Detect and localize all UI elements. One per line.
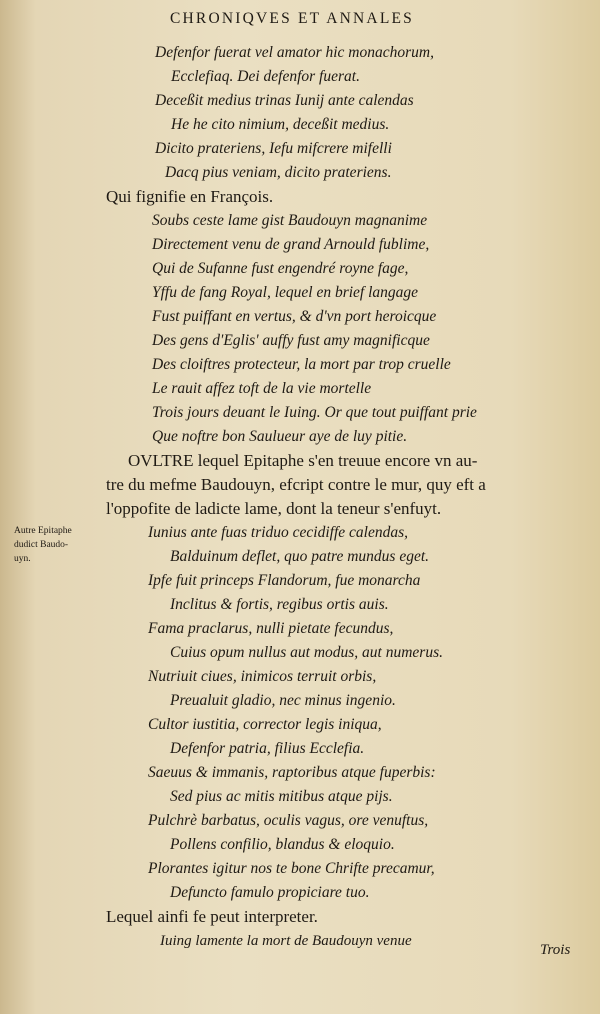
verse-line: Saeuus & immanis, raptoribus atque fuperbis: bbox=[148, 764, 436, 781]
verse-line: Directement venu de grand Arnould fublime, bbox=[152, 236, 430, 253]
verse-line: Pulchrè barbatus, oculis vagus, ore venuftus, bbox=[148, 812, 429, 829]
prose-line: OVLTRE lequel Epitaphe s'en treuue encore vn au- bbox=[128, 451, 478, 470]
verse-line: Plorantes igitur nos te bone Chrifte precamur, bbox=[148, 860, 435, 877]
verse-line: Des gens d'Eglis' auffy fust amy magnificque bbox=[152, 332, 430, 349]
catchword: Trois bbox=[540, 942, 571, 958]
verse-line: Le rauit affez toft de la vie mortelle bbox=[152, 380, 372, 397]
verse-line: Iunius ante fuas triduo cecidiffe calendas, bbox=[148, 524, 409, 541]
verse-line: Nutriuit ciues, inimicos terruit orbis, bbox=[148, 668, 377, 685]
verse-line: Pollens confilio, blandus & eloquio. bbox=[170, 836, 395, 853]
verse-line: Qui de Sufanne fust engendré royne fage, bbox=[152, 260, 409, 277]
verse-line: Defuncto famulo propiciare tuo. bbox=[170, 884, 370, 901]
verse-line: Ipfe fuit princeps Flandorum, fue monarcha bbox=[148, 572, 421, 589]
prose-line: Qui fignifie en François. bbox=[106, 187, 274, 206]
verse-line: Iuing lamente la mort de Baudouyn venue bbox=[160, 933, 412, 949]
verse-line: Inclitus & fortis, regibus ortis auis. bbox=[170, 596, 389, 613]
verse-line: He he cito nimium, deceßit medius. bbox=[171, 116, 390, 133]
verse-line: Que noftre bon Saulueur aye de luy pitie. bbox=[152, 428, 408, 445]
prose-line: l'oppofite de ladicte lame, dont la teneur s'enfuyt. bbox=[106, 499, 442, 518]
verse-line: Dacq pius veniam, dicito prateriens. bbox=[165, 164, 392, 181]
verse-line: Ecclefiaq. Dei defenfor fuerat. bbox=[171, 68, 360, 85]
verse-line: Trois jours deuant le Iuing. Or que tout puiffant prie bbox=[152, 404, 477, 421]
prose-line: Lequel ainfi fe peut interpreter. bbox=[106, 907, 318, 926]
verse-line: Preualuit gladio, nec minus ingenio. bbox=[170, 692, 396, 709]
verse-line: Cultor iustitia, corrector legis iniqua, bbox=[148, 716, 382, 733]
margin-note: Autre Epitaphe dudict Baudo- uyn. bbox=[14, 526, 72, 564]
verse-line: Defenfor fuerat vel amator hic monachorum, bbox=[155, 44, 434, 61]
verse-line: Fust puiffant en vertus, & d'vn port heroicque bbox=[152, 308, 437, 325]
prose-line: tre du mefme Baudouyn, efcript contre le mur, quy eft a bbox=[106, 475, 486, 494]
verse-line: Des cloiftres protecteur, la mort par trop cruelle bbox=[152, 356, 451, 373]
verse-line: Soubs ceste lame gist Baudouyn magnanime bbox=[152, 212, 428, 229]
verse-line: Defenfor patria, filius Ecclefia. bbox=[170, 740, 365, 757]
running-title: CHRONIQVES ET ANNALES bbox=[170, 10, 414, 27]
verse-line: Dicito prateriens, Iefu mifcrere mifelli bbox=[155, 140, 392, 157]
verse-line: Deceßit medius trinas Iunij ante calendas bbox=[155, 92, 414, 109]
verse-line: Cuius opum nullus aut modus, aut numerus. bbox=[170, 644, 443, 661]
verse-line: Sed pius ac mitis mitibus atque pijs. bbox=[170, 788, 393, 805]
verse-line: Fama praclarus, nulli pietate fecundus, bbox=[148, 620, 394, 637]
verse-line: Yffu de fang Royal, lequel en brief langage bbox=[152, 284, 419, 301]
verse-line: Balduinum deflet, quo patre mundus eget. bbox=[170, 548, 430, 565]
